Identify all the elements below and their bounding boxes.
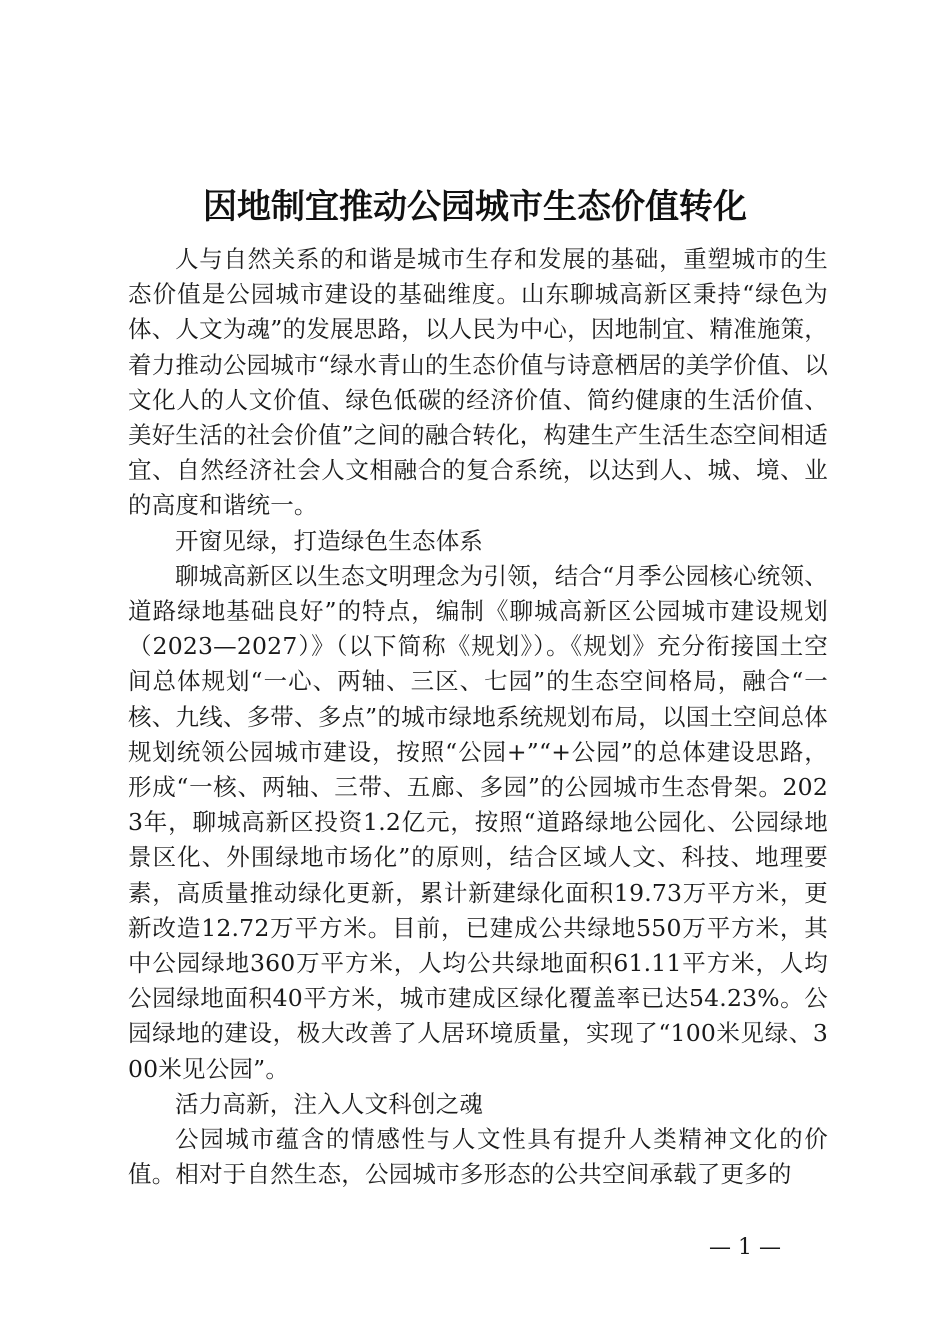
section-heading-culture: 活力高新，注入人文科创之魂 [175, 1089, 484, 1118]
document-body [128, 242, 828, 1192]
page-number: — 1 — [709, 1235, 781, 1260]
paragraph-green-system: 聊城高新区以生态文明理念为引领，结合“月季公园核心统领、道路绿地基础良好”的特点，编制《聊城高新区公园城市建设规划（2023—2027）》（以下简称《规划》）。《规划》充分衔接国土空间总体规划“一心、两轴、三区、七园”的生态空间格局，融合“一核、九线、多带、多点”的城市绿地系统规划布局，以国土空间总体规划统领公园城市建设，按照“公园+”“+公园”的总体建设思路，形成“一核、两轴、三带、五廊、多园”的公园城市生态骨架。2023年，聊城高新区投资1.2亿元，按照“道路绿地公园化、公园绿地景区化、外围绿地市场化”的原则，结合区域人文、科技、地理要素，高质量推动绿化更新，累计新建绿化面积19.73万平方米，更新改造12.72万平方米。目前，已建成公共绿地550万平方米，其中公园绿地360万平方米，人均公共绿地面积61.11平方米，人均公园绿地面积40平方米，城市建成区绿化覆盖率已达54.23%。公园绿地的建设，极大改善了人居环境质量，实现了“100米见绿、300米见公园”。 [128, 561, 828, 1083]
page-title: 因地制宜推动公园城市生态价值转化 [203, 187, 747, 227]
section-heading-green: 开窗见绿，打造绿色生态体系 [175, 526, 484, 555]
paragraph-intro: 人与自然关系的和谐是城市生存和发展的基础，重塑城市的生态价值是公园城市建设的基础维度。山东聊城高新区秉持“绿色为体、人文为魂”的发展思路，以人民为中心，因地制宜、精准施策，着力推动公园城市“绿水青山的生态价值与诗意栖居的美学价值、以文化人的人文价值、绿色低碳的经济价值、简约健康的生活价值、美好生活的社会价值”之间的融合转化，构建生产生活生态空间相适宜、自然经济社会人文相融合的复合系统，以达到人、城、境、业的高度和谐统一。 [128, 245, 828, 520]
paragraph-culture: 公园城市蕴含的情感性与人文性具有提升人类精神文化的价值。相对于自然生态，公园城市多形态的公共空间承载了更多的 [128, 1125, 828, 1189]
